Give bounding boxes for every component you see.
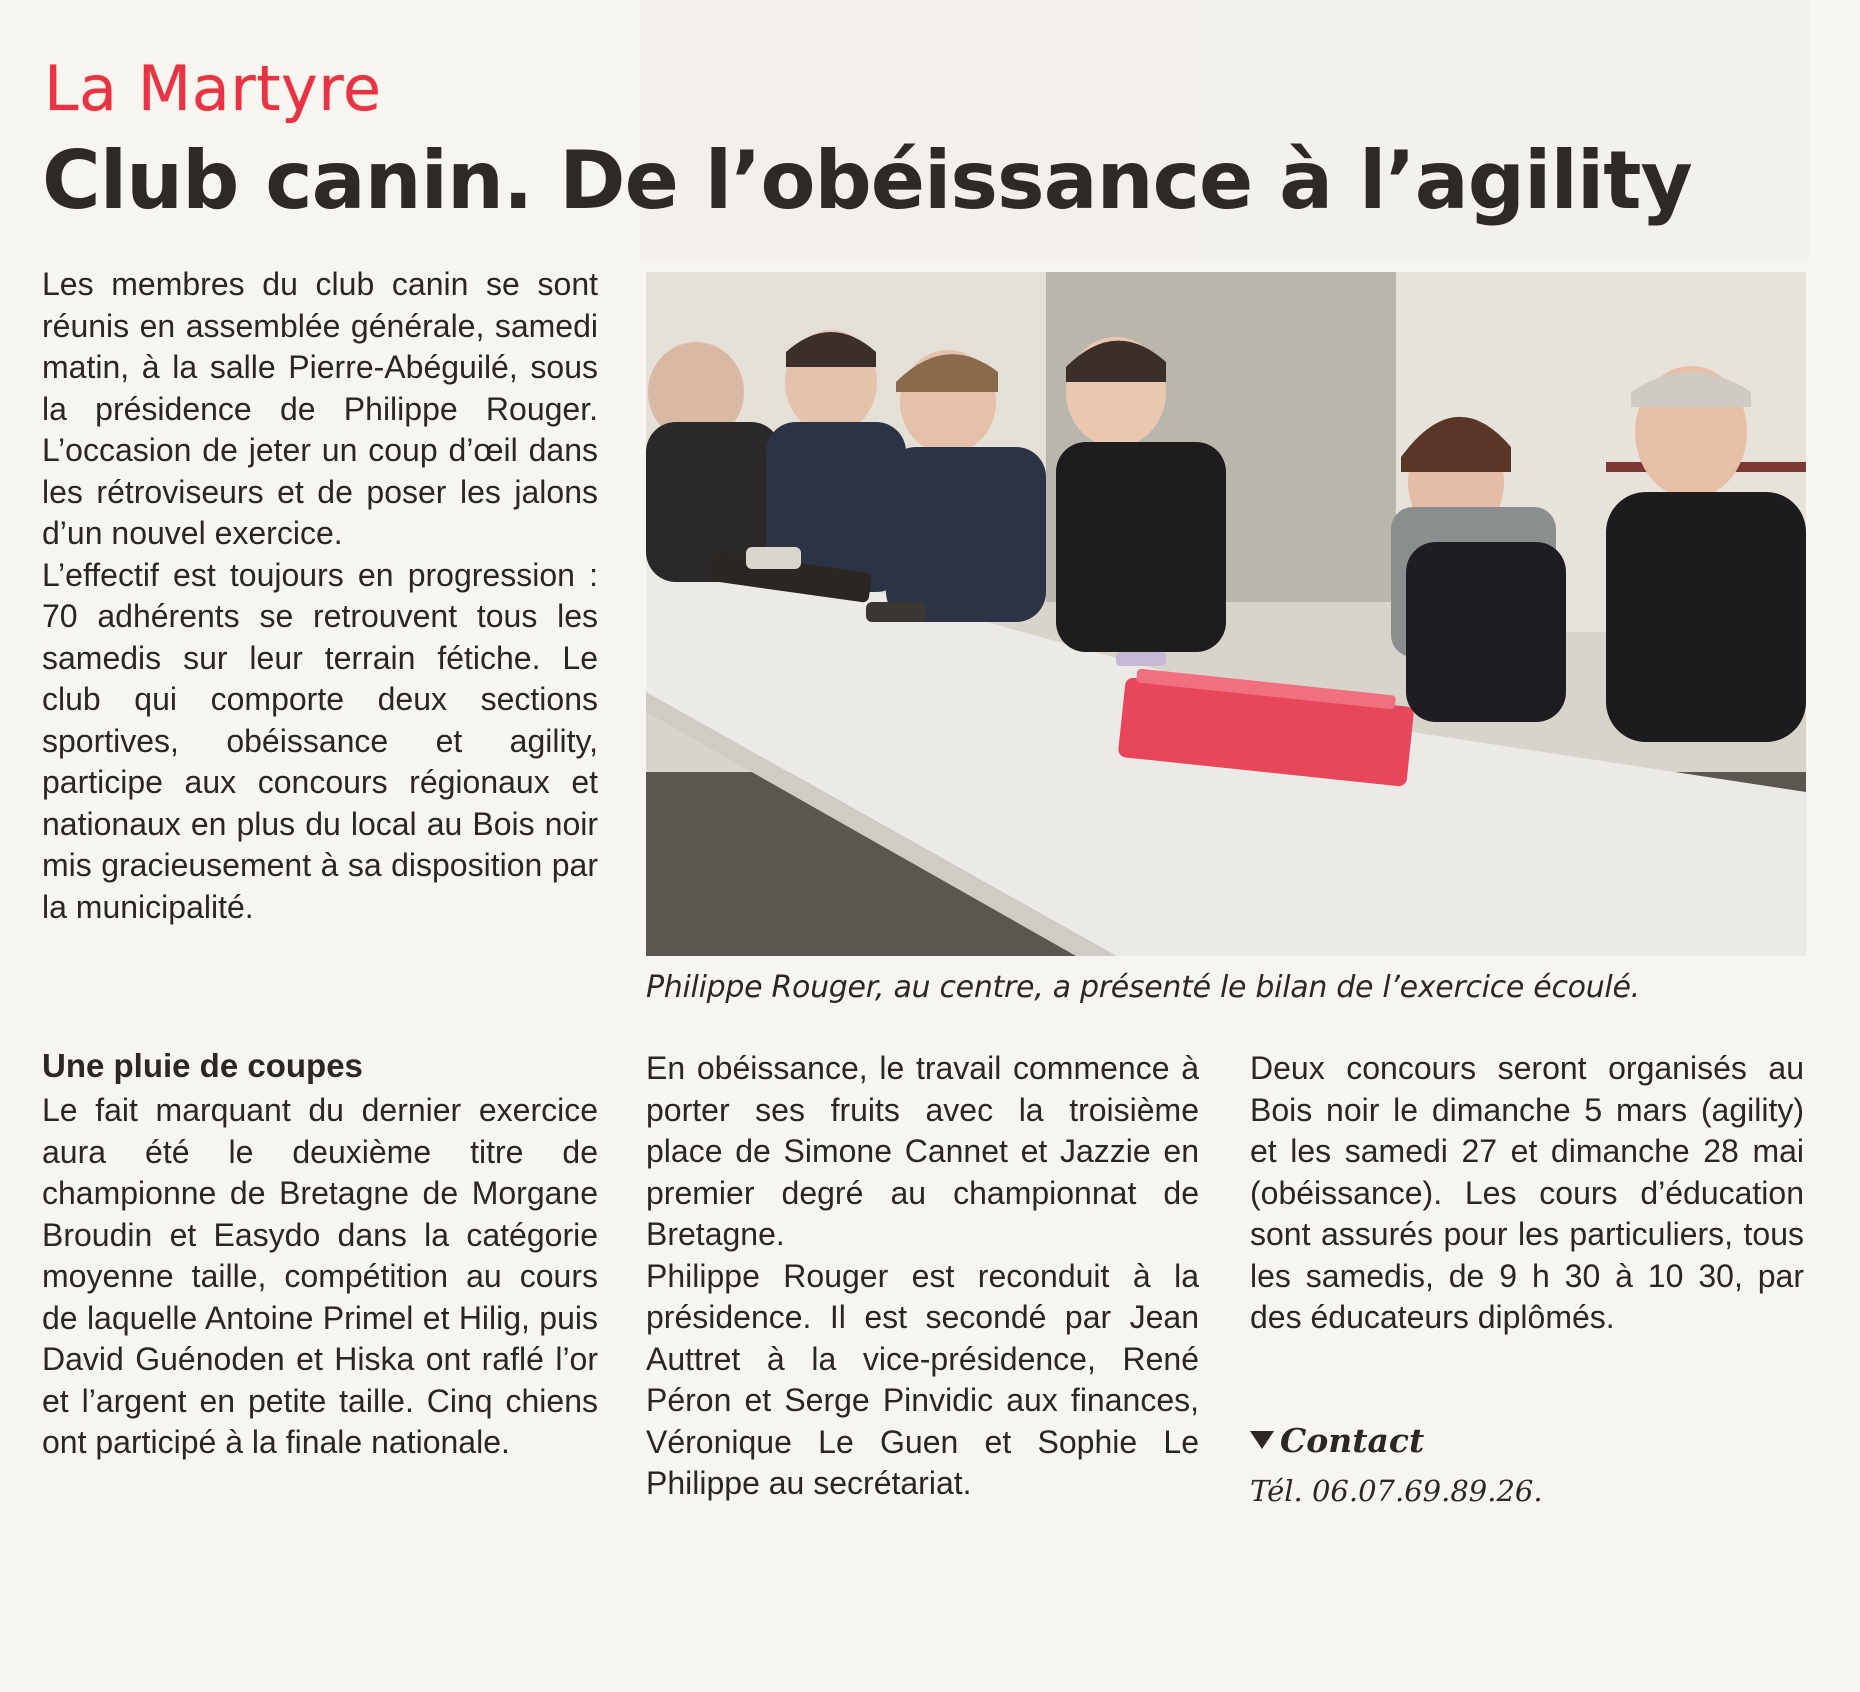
meeting-photo-illustration [646, 272, 1806, 956]
contact-phone: Tél. 06.07.69.89.26. [1250, 1474, 1543, 1508]
body-paragraph: En obéissance, le travail commence à porter ses fruits avec la troisième place de Simone Cannet et Jazzie en premier degré au championnat de Bretagne. [646, 1050, 1199, 1252]
article-photo [646, 272, 1806, 956]
contact-label: Contact [1280, 1421, 1425, 1460]
contact-heading [1250, 1421, 1424, 1460]
body-paragraph: Deux concours seront organisés au Bois noir le dimanche 5 mars (agility) et les samedi 27 et dimanche 28 mai (obéissance). Les cours d’éducation sont assurés pour les particuliers, tous les samedis, de 9 h 30 à 10 30, par des éducateurs diplômés. [1250, 1050, 1804, 1335]
intro-paragraph: L’effectif est toujours en progression : 70 adhérents se retrouvent tous les samedis sur leur terrain fétiche. Le club qui comporte deux sections sportives, obéissance et agility, participe aux concours régionaux et nationaux en plus du local au Bois noir mis gracieusement à sa disposition par la municipalité. [42, 556, 598, 925]
section-paragraph [42, 1090, 598, 1464]
triangle-down-icon [1250, 1431, 1274, 1449]
article-column-2 [646, 1048, 1199, 1505]
section-subheading: Une pluie de coupes [42, 1047, 363, 1084]
article-column-3 [1250, 1048, 1804, 1339]
photo-caption: Philippe Rouger, au centre, a présenté le bilan de l’exercice écoulé. [646, 970, 1640, 1005]
body-paragraph: Philippe Rouger est reconduit à la présidence. Il est secondé par Jean Auttret à la vice-présidence, René Péron et Serge Pinvidic aux finances, Véronique Le Guen et Sophie Le Philippe au secrétariat. [646, 1257, 1199, 1501]
article-intro [42, 264, 598, 928]
body-paragraph: Le fait marquant du dernier exercice aura été le deuxième titre de championne de Bretagne de Morgane Broudin et Easydo dans la catégorie moyenne taille, compétition au cours de laquelle Antoine Primel et Hilig, puis David Guénoden et Hiska ont raflé l’or et l’argent en petite taille. Cinq chiens ont participé à la finale nationale. [42, 1092, 598, 1460]
article-headline: Club canin. De l’obéissance à l’agility [42, 134, 1692, 227]
article-kicker: La Martyre [44, 52, 382, 125]
intro-paragraph: Les membres du club canin se sont réunis en assemblée générale, samedi matin, à la salle Pierre-Abéguilé, sous la présidence de Philippe Rouger. L’occasion de jeter un coup d’œil dans les rétroviseurs et de poser les jalons d’un nouvel exercice. [42, 266, 598, 551]
